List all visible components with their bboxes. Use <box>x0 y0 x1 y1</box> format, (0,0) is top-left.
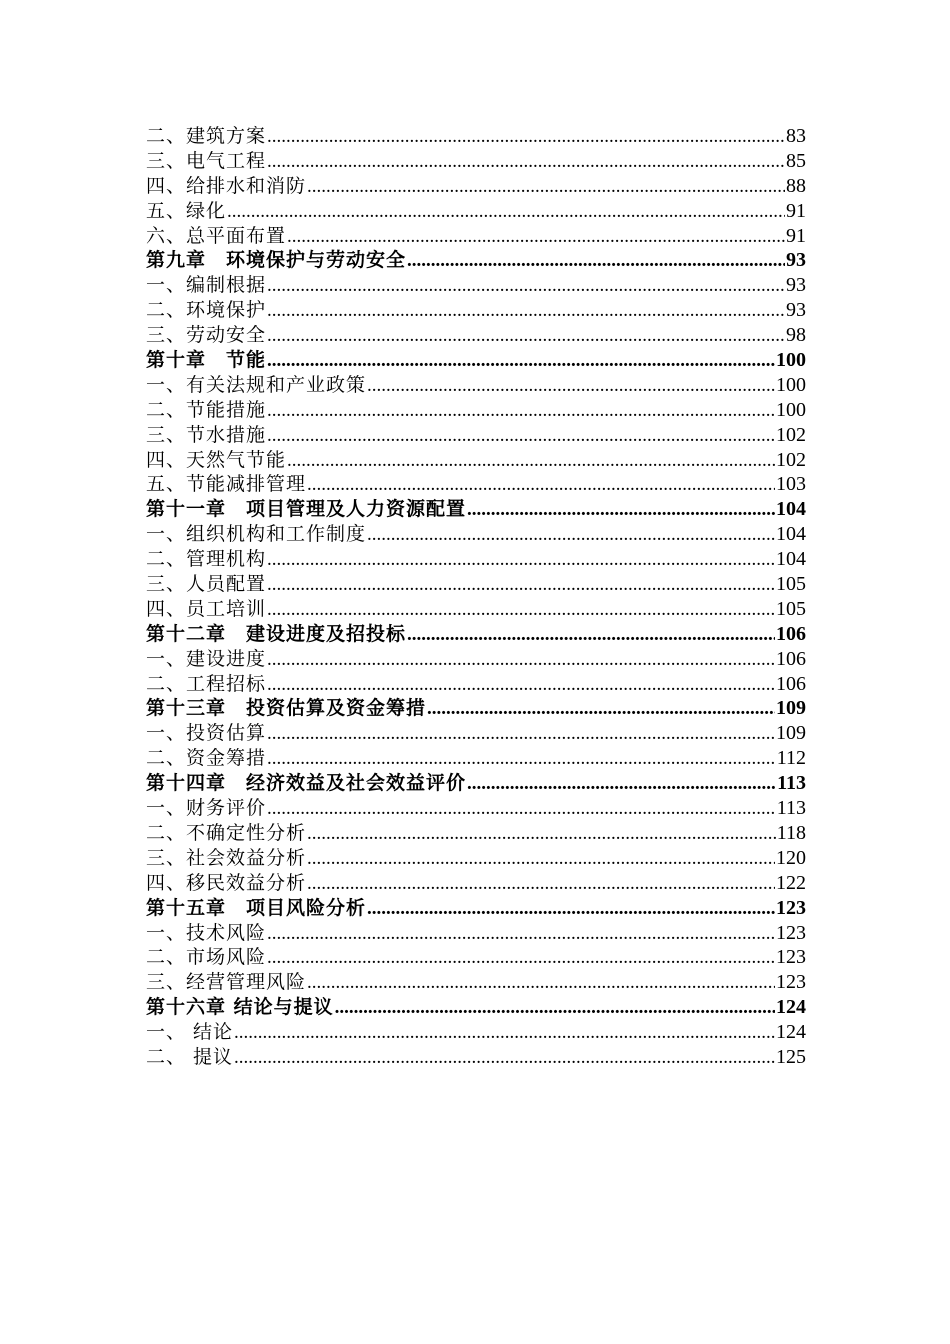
toc-entry-title: 四、移民效益分析 <box>146 871 307 894</box>
toc-entry-title: 二、不确定性分析 <box>146 821 307 844</box>
toc-section-entry[interactable] <box>146 871 806 896</box>
toc-dot-leader <box>267 349 775 374</box>
toc-entry-title: 三、人员配置 <box>146 573 267 596</box>
toc-dot-leader <box>467 772 776 797</box>
toc-entry-page-number: 124 <box>776 1021 806 1044</box>
toc-entry-page-number: 93 <box>786 299 806 322</box>
toc-entry-title: 第十二章 建设进度及招投标 <box>146 622 407 645</box>
toc-dot-leader <box>267 946 775 971</box>
toc-section-entry[interactable] <box>146 572 806 597</box>
toc-entry-title: 第九章 环境保护与劳动安全 <box>146 249 407 272</box>
toc-entry-title: 三、社会效益分析 <box>146 846 307 869</box>
toc-entry-title: 五、绿化 <box>146 199 227 222</box>
toc-entry-title: 三、电气工程 <box>146 149 267 172</box>
toc-dot-leader <box>267 324 785 349</box>
toc-dot-leader <box>287 225 785 250</box>
toc-entry-title: 二、管理机构 <box>146 548 267 571</box>
toc-entry-title: 四、员工培训 <box>146 597 267 620</box>
toc-entry-title: 三、节水措施 <box>146 423 267 446</box>
toc-entry-page-number: 113 <box>777 772 806 795</box>
toc-section-entry[interactable] <box>146 373 806 398</box>
toc-section-entry[interactable] <box>146 448 806 473</box>
toc-entry-title: 第十一章 项目管理及人力资源配置 <box>146 498 467 521</box>
toc-entry-page-number: 113 <box>776 797 806 820</box>
toc-entry-page-number: 105 <box>776 573 806 596</box>
toc-entry-title: 二、建筑方案 <box>146 125 267 147</box>
toc-section-entry[interactable] <box>146 821 806 846</box>
toc-section-entry[interactable] <box>146 398 806 423</box>
toc-entry-title: 二、市场风险 <box>146 946 267 969</box>
toc-entry-title: 二、节能措施 <box>146 398 267 421</box>
toc-entry-page-number: 98 <box>786 324 806 347</box>
toc-dot-leader <box>267 424 775 449</box>
toc-dot-leader <box>227 200 785 225</box>
toc-entry-page-number: 103 <box>776 473 806 496</box>
toc-entry-page-number: 102 <box>776 423 806 446</box>
toc-dot-leader <box>287 449 775 474</box>
toc-chapter-entry[interactable] <box>146 995 806 1020</box>
toc-dot-leader <box>267 573 775 598</box>
toc-entry-page-number: 104 <box>776 498 806 521</box>
toc-entry-page-number: 91 <box>786 224 806 247</box>
toc-entry-title: 一、 结论 <box>146 1021 234 1044</box>
toc-entry-page-number: 91 <box>786 199 806 222</box>
toc-entry-title: 一、编制根据 <box>146 274 267 297</box>
toc-dot-leader <box>267 922 775 947</box>
toc-entry-title: 二、 提议 <box>146 1045 234 1068</box>
toc-entry-title: 第十六章 结论与提议 <box>146 996 334 1019</box>
toc-entry-title: 一、技术风险 <box>146 921 267 944</box>
toc-dot-leader <box>367 897 775 922</box>
toc-dot-leader <box>267 747 776 772</box>
toc-section-entry[interactable] <box>146 199 806 224</box>
toc-section-entry[interactable] <box>146 1045 806 1070</box>
toc-entry-page-number: 124 <box>776 996 806 1019</box>
toc-chapter-entry[interactable] <box>146 771 806 796</box>
toc-section-entry[interactable] <box>146 846 806 871</box>
toc-section-entry[interactable] <box>146 547 806 572</box>
toc-dot-leader <box>407 623 775 648</box>
toc-entry-title: 一、投资估算 <box>146 722 267 745</box>
toc-chapter-entry[interactable] <box>146 248 806 273</box>
toc-section-entry[interactable] <box>146 921 806 946</box>
toc-entry-page-number: 123 <box>776 946 806 969</box>
toc-entry-title: 五、节能减排管理 <box>146 473 307 496</box>
toc-dot-leader <box>367 374 775 399</box>
toc-entry-page-number: 93 <box>786 249 806 272</box>
toc-entry-page-number: 122 <box>776 871 806 894</box>
toc-entry-page-number: 106 <box>776 672 806 695</box>
toc-chapter-entry[interactable] <box>146 696 806 721</box>
toc-section-entry[interactable] <box>146 323 806 348</box>
toc-dot-leader <box>307 175 785 200</box>
toc-entry-title: 二、环境保护 <box>146 299 267 322</box>
toc-entry-title: 六、总平面布置 <box>146 224 287 247</box>
toc-dot-leader <box>335 996 775 1021</box>
toc-section-entry[interactable] <box>146 522 806 547</box>
toc-entry-page-number: 102 <box>776 448 806 471</box>
toc-entry-title: 三、经营管理风险 <box>146 971 307 994</box>
toc-entry-title: 一、组织机构和工作制度 <box>146 523 367 546</box>
toc-chapter-entry[interactable] <box>146 348 806 373</box>
toc-section-entry[interactable] <box>146 124 806 149</box>
toc-section-entry[interactable] <box>146 597 806 622</box>
toc-dot-leader <box>267 548 775 573</box>
table-of-contents <box>146 124 806 1070</box>
toc-section-entry[interactable] <box>146 472 806 497</box>
toc-section-entry[interactable] <box>146 423 806 448</box>
toc-section-entry[interactable] <box>146 1020 806 1045</box>
toc-section-entry[interactable] <box>146 721 806 746</box>
toc-dot-leader <box>267 648 775 673</box>
toc-entry-title: 一、有关法规和产业政策 <box>146 373 367 396</box>
toc-dot-leader <box>267 598 775 623</box>
toc-entry-page-number: 106 <box>776 647 806 670</box>
toc-entry-title: 第十章 节能 <box>146 349 267 372</box>
toc-dot-leader <box>267 274 785 299</box>
toc-dot-leader <box>307 847 775 872</box>
toc-entry-page-number: 120 <box>776 846 806 869</box>
toc-dot-leader <box>307 971 775 996</box>
toc-entry-page-number: 123 <box>776 896 806 919</box>
toc-section-entry[interactable] <box>146 672 806 697</box>
toc-section-entry[interactable] <box>146 273 806 298</box>
toc-section-entry[interactable] <box>146 746 806 771</box>
toc-chapter-entry[interactable] <box>146 497 806 522</box>
toc-section-entry[interactable] <box>146 174 806 199</box>
toc-dot-leader <box>267 722 775 747</box>
toc-dot-leader <box>307 822 776 847</box>
toc-dot-leader <box>234 1046 775 1071</box>
toc-entry-page-number: 123 <box>776 971 806 994</box>
toc-dot-leader <box>407 249 785 274</box>
toc-chapter-entry[interactable] <box>146 622 806 647</box>
toc-dot-leader <box>467 498 775 523</box>
toc-dot-leader <box>267 797 776 822</box>
toc-entry-page-number: 100 <box>776 373 806 396</box>
toc-entry-page-number: 109 <box>776 697 806 720</box>
toc-entry-page-number: 125 <box>776 1045 806 1068</box>
toc-entry-page-number: 83 <box>786 125 806 147</box>
toc-entry-page-number: 123 <box>776 921 806 944</box>
toc-entry-title: 二、工程招标 <box>146 672 267 695</box>
toc-entry-page-number: 85 <box>786 149 806 172</box>
toc-entry-page-number: 106 <box>776 622 806 645</box>
toc-dot-leader <box>307 872 775 897</box>
toc-entry-page-number: 104 <box>776 523 806 546</box>
toc-entry-title: 第十五章 项目风险分析 <box>146 896 367 919</box>
toc-dot-leader <box>267 399 775 424</box>
toc-dot-leader <box>267 673 775 698</box>
toc-section-entry[interactable] <box>146 796 806 821</box>
toc-chapter-entry[interactable] <box>146 896 806 921</box>
toc-dot-leader <box>267 299 785 324</box>
toc-entry-title: 三、劳动安全 <box>146 324 267 347</box>
toc-dot-leader <box>307 473 775 498</box>
toc-entry-title: 第十三章 投资估算及资金筹措 <box>146 697 427 720</box>
toc-entry-page-number: 104 <box>776 548 806 571</box>
toc-entry-page-number: 105 <box>776 597 806 620</box>
toc-entry-page-number: 100 <box>776 398 806 421</box>
toc-entry-title: 二、资金筹措 <box>146 747 267 770</box>
toc-dot-leader <box>427 697 775 722</box>
toc-entry-page-number: 100 <box>776 349 806 372</box>
toc-dot-leader <box>267 150 785 175</box>
toc-entry-page-number: 112 <box>776 747 806 770</box>
toc-section-entry[interactable] <box>146 149 806 174</box>
toc-section-entry[interactable] <box>146 298 806 323</box>
toc-entry-title: 第十四章 经济效益及社会效益评价 <box>146 772 467 795</box>
toc-dot-leader <box>367 523 775 548</box>
toc-dot-leader <box>234 1021 775 1046</box>
toc-entry-page-number: 118 <box>776 821 806 844</box>
toc-entry-page-number: 93 <box>786 274 806 297</box>
toc-section-entry[interactable] <box>146 647 806 672</box>
toc-section-entry[interactable] <box>146 970 806 995</box>
toc-dot-leader <box>267 125 785 150</box>
toc-entry-page-number: 109 <box>776 722 806 745</box>
toc-entry-page-number: 88 <box>786 174 806 197</box>
toc-entry-title: 四、天然气节能 <box>146 448 287 471</box>
toc-entry-title: 一、财务评价 <box>146 797 267 820</box>
toc-section-entry[interactable] <box>146 224 806 249</box>
toc-entry-title: 一、建设进度 <box>146 647 267 670</box>
toc-section-entry[interactable] <box>146 945 806 970</box>
toc-entry-title: 四、给排水和消防 <box>146 174 307 197</box>
